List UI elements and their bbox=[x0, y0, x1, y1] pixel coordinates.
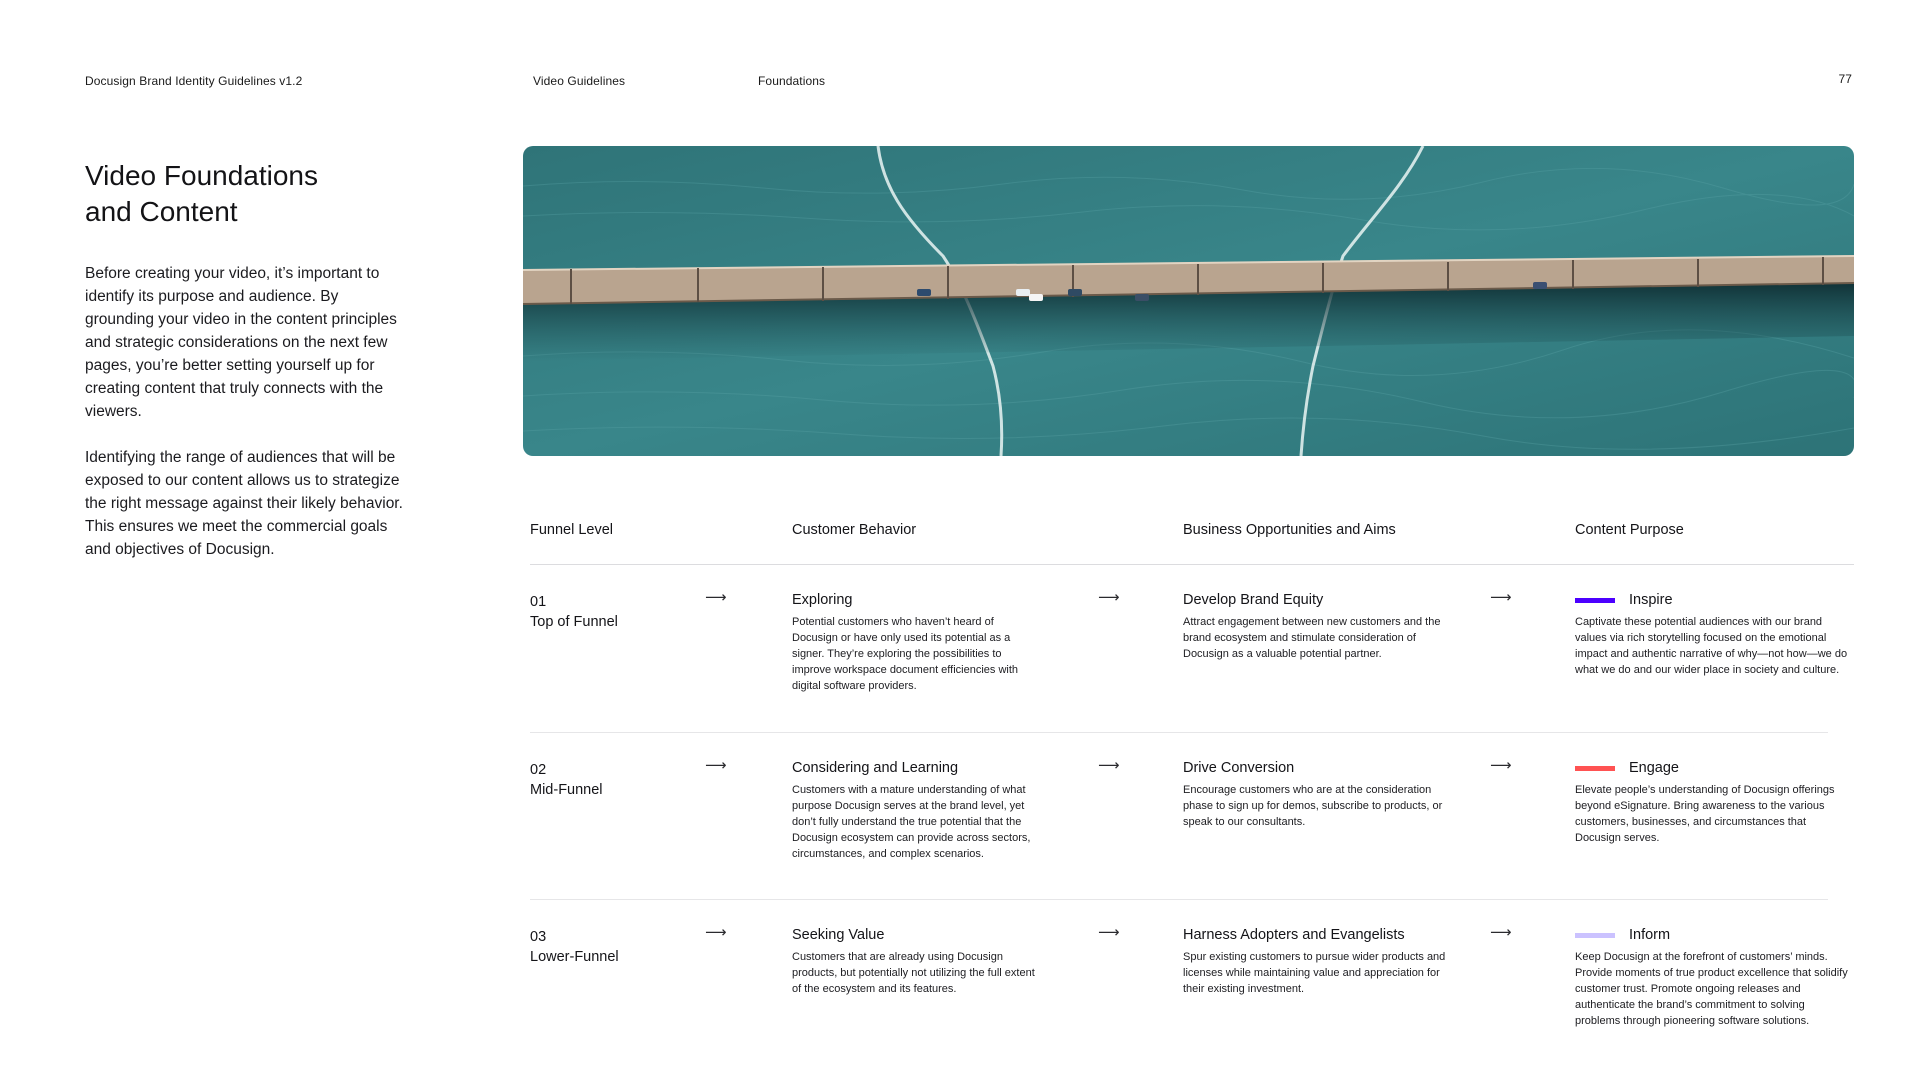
customer-behavior-cell bbox=[792, 592, 1042, 694]
arrow-right-icon: ⟶ bbox=[705, 924, 727, 941]
arrow-right-icon: ⟶ bbox=[705, 757, 727, 774]
arrow-right-icon: ⟶ bbox=[1490, 924, 1512, 941]
arrow-right-icon: ⟶ bbox=[1490, 589, 1512, 606]
arrow-right-icon: ⟶ bbox=[1098, 589, 1120, 606]
content-purpose-cell bbox=[1575, 760, 1850, 846]
content-purpose-cell bbox=[1575, 927, 1850, 1029]
business-aim-cell bbox=[1183, 760, 1448, 830]
behavior-description: Customers with a mature understanding of what purpose Docusign serves at the brand level, yet don’t fully understand the true potential that the Docusign ecosystem can provide across sectors, circumstances, and complex scenarios. bbox=[792, 784, 1031, 860]
header-content-purpose: Content Purpose bbox=[1575, 522, 1684, 538]
doc-title: Docusign Brand Identity Guidelines v1.2 bbox=[85, 74, 303, 88]
arrow-right-icon: ⟶ bbox=[705, 589, 727, 606]
aim-title: Drive Conversion bbox=[1183, 760, 1295, 776]
header-customer-behavior: Customer Behavior bbox=[792, 522, 917, 538]
inform-color-swatch bbox=[1575, 933, 1615, 938]
funnel-level bbox=[530, 592, 618, 632]
content-purpose-cell bbox=[1575, 592, 1850, 678]
behavior-title: Seeking Value bbox=[792, 927, 885, 943]
aim-title: Harness Adopters and Evangelists bbox=[1183, 927, 1405, 943]
page-title-line-1: Video Foundations bbox=[85, 160, 318, 191]
funnel-number: 03 bbox=[530, 929, 547, 945]
behavior-title: Considering and Learning bbox=[792, 760, 959, 776]
funnel-level bbox=[530, 927, 619, 967]
section-label: Video Guidelines bbox=[533, 74, 626, 88]
aim-description: Spur existing customers to pursue wider products and licenses while maintaining value and appreciation for their existing investment. bbox=[1183, 951, 1446, 995]
row-divider bbox=[530, 732, 1828, 733]
aerial-bridge-over-water-image bbox=[523, 146, 1854, 456]
behavior-description: Potential customers who haven’t heard of Docusign or have only used its potential as a signer. They’re exploring the possibilities to improve workspace document efficiencies with digital software providers. bbox=[792, 616, 1019, 692]
aim-title: Develop Brand Equity bbox=[1183, 592, 1324, 608]
funnel-number: 02 bbox=[530, 762, 547, 778]
page-title bbox=[85, 158, 318, 230]
header-funnel-level: Funnel Level bbox=[530, 522, 614, 538]
page-title-line-2: and Content bbox=[85, 196, 238, 227]
engage-color-swatch bbox=[1575, 766, 1615, 771]
customer-behavior-cell bbox=[792, 927, 1042, 997]
aim-description: Attract engagement between new customers and the brand ecosystem and stimulate consideration of Docusign as a valuable potential partner. bbox=[1183, 616, 1441, 660]
purpose-title: Inform bbox=[1629, 927, 1671, 943]
business-aim-cell bbox=[1183, 927, 1448, 997]
arrow-right-icon: ⟶ bbox=[1098, 757, 1120, 774]
page-number: 77 bbox=[1838, 72, 1852, 86]
purpose-description: Keep Docusign at the forefront of customers’ minds. Provide moments of true product excellence that solidify customer trust. Promote ongoing releases and authenticate the brand’s commitment to solving problems through pioneering software solutions. bbox=[1575, 951, 1848, 1027]
customer-behavior-cell bbox=[792, 760, 1042, 862]
purpose-title: Inspire bbox=[1629, 592, 1673, 608]
intro-paragraph-2: Identifying the range of audiences that will be exposed to our content allows us to strategize the right message against their likely behavior. This ensures we meet the commercial goals and objectives of Docusign. bbox=[85, 449, 403, 558]
intro-text bbox=[85, 262, 403, 584]
funnel-label: Mid-Funnel bbox=[530, 782, 603, 798]
behavior-description: Customers that are already using Docusign products, but potentially not utilizing the full extent of the ecosystem and its features. bbox=[792, 951, 1035, 995]
behavior-title: Exploring bbox=[792, 592, 853, 608]
funnel-label: Lower-Funnel bbox=[530, 949, 619, 965]
funnel-number: 01 bbox=[530, 594, 547, 610]
subsection-label: Foundations bbox=[758, 74, 826, 88]
funnel-label: Top of Funnel bbox=[530, 614, 618, 630]
arrow-right-icon: ⟶ bbox=[1098, 924, 1120, 941]
inspire-color-swatch bbox=[1575, 598, 1615, 603]
intro-paragraph-1: Before creating your video, it’s important to identify its purpose and audience. By grounding your video in the content principles and strategic considerations on the next few pages, you’re better setting yourself up for creating content that truly connects with the viewers. bbox=[85, 265, 397, 420]
funnel-level bbox=[530, 760, 603, 800]
header-divider bbox=[530, 564, 1854, 565]
row-divider bbox=[530, 899, 1828, 900]
arrow-right-icon: ⟶ bbox=[1490, 757, 1512, 774]
purpose-description: Captivate these potential audiences with our brand values via rich storytelling focused on the emotional impact and authentic narrative of why—not how—we do what we do and our wider place in society and culture. bbox=[1575, 616, 1848, 676]
purpose-title: Engage bbox=[1629, 760, 1679, 776]
aim-description: Encourage customers who are at the consideration phase to sign up for demos, subscribe to products, or speak to our consultants. bbox=[1183, 784, 1443, 828]
header-business-opportunities: Business Opportunities and Aims bbox=[1183, 522, 1396, 538]
purpose-description: Elevate people’s understanding of Docusign offerings beyond eSignature. Bring awareness to the various customers, businesses, and circumstances that Docusign serves. bbox=[1575, 784, 1835, 844]
business-aim-cell bbox=[1183, 592, 1448, 662]
